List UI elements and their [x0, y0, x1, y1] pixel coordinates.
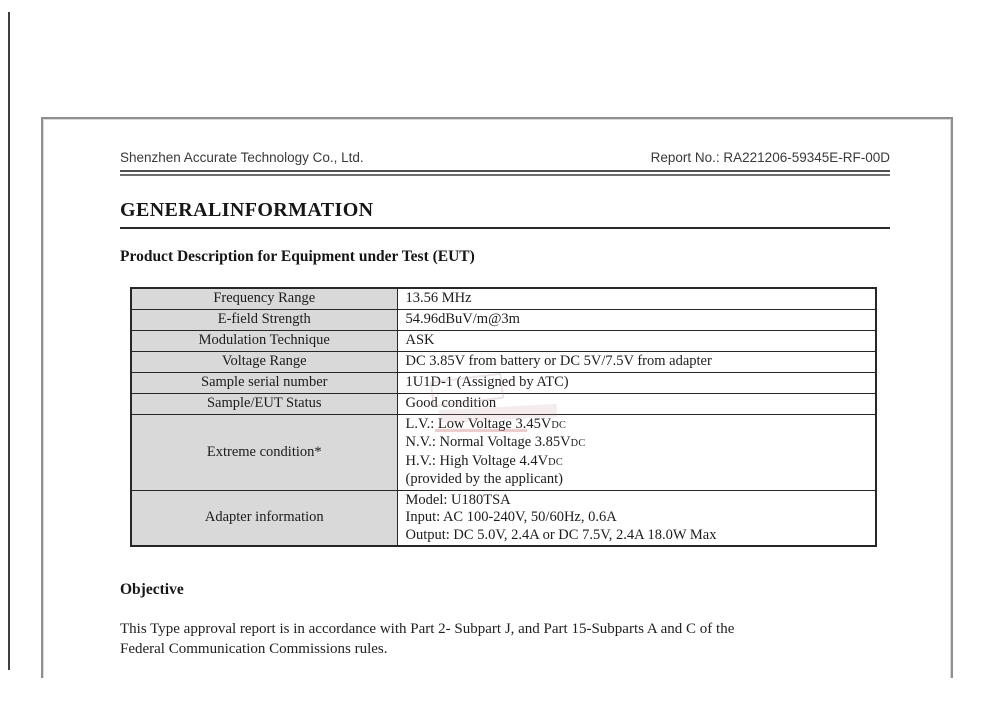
row-value: Model: U180TSA Input: AC 100-240V, 50/60Hz, 0.6A Output: DC 5.0V, 2.4A or DC 7.5V, 2.4A 18.0W Max [397, 490, 876, 546]
table-row [131, 351, 876, 372]
report-page [41, 117, 953, 678]
row-label: Frequency Range [131, 288, 397, 309]
table-row [131, 393, 876, 414]
row-value: Good condition [397, 393, 876, 414]
table-row [131, 490, 876, 546]
objective-heading: Objective [120, 581, 184, 598]
table-row [131, 372, 876, 393]
page-title: GENERALINFORMATION [120, 199, 890, 229]
row-label: Voltage Range [131, 351, 397, 372]
table-row [131, 288, 876, 309]
row-value: 13.56 MHz [397, 288, 876, 309]
paragraph-line: This Type approval report is in accordance with Part 2- Subpart J, and Part 15-Subparts A and C of the [120, 621, 735, 637]
row-label: E-field Strength [131, 309, 397, 330]
table-row [131, 414, 876, 490]
page-header [120, 150, 890, 165]
eut-description-table [130, 287, 877, 547]
company-name: Shenzhen Accurate Technology Co., Ltd. [120, 150, 364, 165]
row-value: L.V.: Low Voltage 3.45VDC N.V.: Normal Voltage 3.85VDC H.V.: High Voltage 4.4VDC (provided by the applicant) [397, 414, 876, 490]
row-label: Sample/EUT Status [131, 393, 397, 414]
eut-table-body [131, 288, 876, 546]
header-double-rule [120, 170, 890, 176]
objective-paragraph [120, 620, 890, 659]
table-row [131, 330, 876, 351]
row-label: Sample serial number [131, 372, 397, 393]
row-label: Modulation Technique [131, 330, 397, 351]
table-row [131, 309, 876, 330]
row-value: 54.96dBuV/m@3m [397, 309, 876, 330]
row-label: Extreme condition* [131, 414, 397, 490]
row-value: DC 3.85V from battery or DC 5V/7.5V from adapter [397, 351, 876, 372]
row-value: 1U1D-1 (Assigned by ATC) [397, 372, 876, 393]
page-content [120, 119, 890, 659]
eut-table-wrap [130, 287, 877, 547]
report-number: Report No.: RA221206-59345E-RF-00D [650, 150, 890, 165]
row-label: Adapter information [131, 490, 397, 546]
section-heading: Product Description for Equipment under Test (EUT) [120, 248, 475, 265]
row-value: ASK [397, 330, 876, 351]
paragraph-line: Federal Communication Commissions rules. [120, 640, 388, 657]
left-edge-line [8, 12, 10, 670]
